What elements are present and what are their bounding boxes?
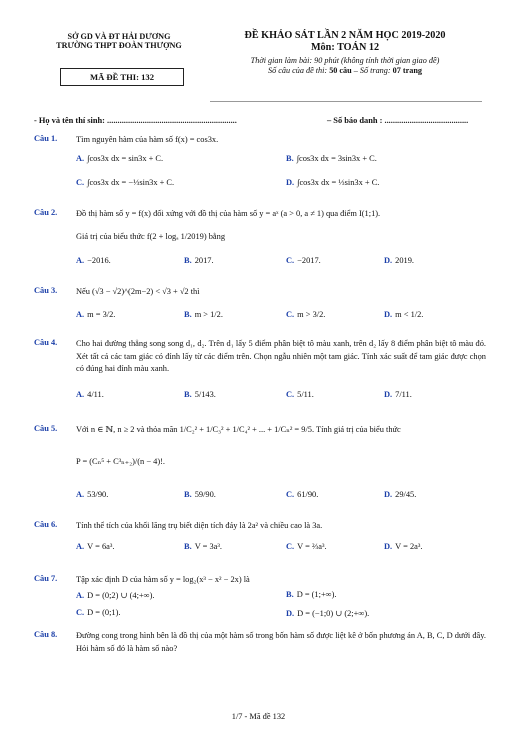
options-row (76, 608, 486, 620)
page-footer: 1/7 - Mã đề 132 (231, 712, 286, 721)
header-divider (210, 101, 482, 102)
department-name: SỞ GD VÀ ĐT HẢI DƯƠNG (67, 32, 171, 41)
question-text: Đường cong trong hình bên là đồ thị của một hàm số trong bốn hàm số được liệt kê ở bốn phương án A, B, C, D dưới đây. Hỏi hàm số đó là hàm số nào? (76, 631, 486, 653)
option-d: D. 2019. (384, 256, 414, 265)
options-row (76, 490, 486, 502)
option-b: B. m > 1/2. (184, 310, 223, 319)
school-name: TRƯỜNG THPT ĐOÀN THƯỢNG (56, 41, 182, 50)
options-row (76, 256, 486, 268)
option-c: C. −2017. (286, 256, 321, 265)
count-value: 50 câu (329, 66, 352, 75)
option-a: A. 4/11. (76, 390, 104, 399)
option-c: C. 61/90. (286, 490, 319, 499)
option-a: A. V = 6a³. (76, 542, 115, 551)
student-name-label: - Họ và tên thí sinh: .............................................................. (34, 116, 237, 125)
question-text-continued: P = (Cₙ⁵ + C³ₙ₊₂)/(n − 4)!. (76, 457, 166, 466)
question-number: Câu 3. (34, 286, 58, 295)
option-a: A. ∫cos3x dx = sin3x + C. (76, 154, 164, 163)
option-d: D. D = (−1;0) ∪ (2;+∞). (286, 609, 370, 618)
options-row (76, 542, 486, 554)
question-text: Tính thể tích của khối lăng trụ biết diện tích đáy là 2a² và chiều cao là 3a. (76, 521, 323, 530)
school-header (34, 32, 204, 50)
question-text-continued: Giá trị của biểu thức f(2 + logₐ 1/2019) bằng (76, 232, 226, 241)
options-row (76, 390, 486, 402)
options-row (76, 310, 486, 322)
question-number: Câu 6. (34, 520, 58, 529)
option-c: C. D = (0;1). (76, 608, 121, 617)
option-c: C. m > 3/2. (286, 310, 326, 319)
option-a: A. D = (0;2) ∪ (4;+∞). (76, 591, 155, 600)
option-b: B. 2017. (184, 256, 214, 265)
pages-value: 07 trang (392, 66, 422, 75)
exam-code-box: MÃ ĐỀ THI: 132 (60, 68, 184, 86)
options-row (76, 154, 486, 166)
exam-time-note: Thời gian làm bài: 90 phút (không tính thời gian giao đề) (250, 56, 440, 65)
exam-header (205, 30, 485, 75)
count-prefix: Số câu của đề thi: (268, 66, 328, 75)
option-c: C. ∫cos3x dx = −⅓sin3x + C. (76, 178, 175, 187)
question-text: Tìm nguyên hàm của hàm số f(x) = cos3x. (76, 135, 219, 144)
question-text: Với n ∈ ℕ, n ≥ 2 và thỏa mãn 1/C₂² + 1/C₃² + 1/C₄² + ... + 1/Cₙ² = 9/5. Tính giá trị của biểu thức (76, 425, 401, 434)
exam-title: ĐỀ KHẢO SÁT LẦN 2 NĂM HỌC 2019-2020 (244, 30, 446, 41)
option-d: D. 7/11. (384, 390, 412, 399)
option-a: A. m = 3/2. (76, 310, 116, 319)
option-b: B. 5/143. (184, 390, 216, 399)
pages-prefix: – Số trang: (353, 66, 391, 75)
question-number: Câu 5. (34, 424, 58, 433)
question-number: Câu 1. (34, 134, 58, 143)
option-b: B. D = (1;+∞). (286, 590, 337, 599)
option-a: A. 53/90. (76, 490, 109, 499)
question-number: Câu 4. (34, 338, 58, 347)
question-text: Cho hai đường thẳng song song d₁, d₂. Trên d₁ lấy 5 điểm phân biệt tô màu xanh, trên d₂ lấy 8 điểm phân biệt tô màu đỏ. Xét tất cả các tam giác có đỉnh lấy từ các điểm trên. Chọn ngẫu nhiên một tam giác. Tính xác suất để tam giác được chọn có đúng hai đỉnh màu xanh. (76, 339, 486, 373)
option-d: D. ∫cos3x dx = ⅓sin3x + C. (286, 178, 380, 187)
question-text: Đồ thị hàm số y = f(x) đối xứng với đồ thị của hàm số y = aˣ (a > 0, a ≠ 1) qua điểm I(1;1). (76, 209, 381, 218)
question-text: Nếu (√3 − √2)^(2m−2) < √3 + √2 thì (76, 287, 200, 296)
option-d: D. 29/45. (384, 490, 417, 499)
options-row (76, 178, 486, 190)
exam-subject: Môn: TOÁN 12 (310, 42, 380, 53)
exam-count-line (205, 66, 485, 75)
question-number: Câu 2. (34, 208, 58, 217)
option-b: B. ∫cos3x dx = 3sin3x + C. (286, 154, 377, 163)
option-d: D. V = 2a³. (384, 542, 423, 551)
student-info-line (34, 116, 486, 125)
option-d: D. m < 1/2. (384, 310, 424, 319)
question-number: Câu 7. (34, 574, 58, 583)
option-b: B. 59/90. (184, 490, 216, 499)
option-a: A. −2016. (76, 256, 111, 265)
question-text: Tập xác định D của hàm số y = log₂(x³ − x² − 2x) là (76, 575, 250, 584)
question-number: Câu 8. (34, 630, 58, 639)
option-c: C. 5/11. (286, 390, 314, 399)
option-b: B. V = 3a³. (184, 542, 223, 551)
option-c: C. V = ⅔a³. (286, 542, 327, 551)
student-number-label: – Số báo danh : ........................................ (327, 116, 469, 125)
options-row (76, 590, 486, 602)
